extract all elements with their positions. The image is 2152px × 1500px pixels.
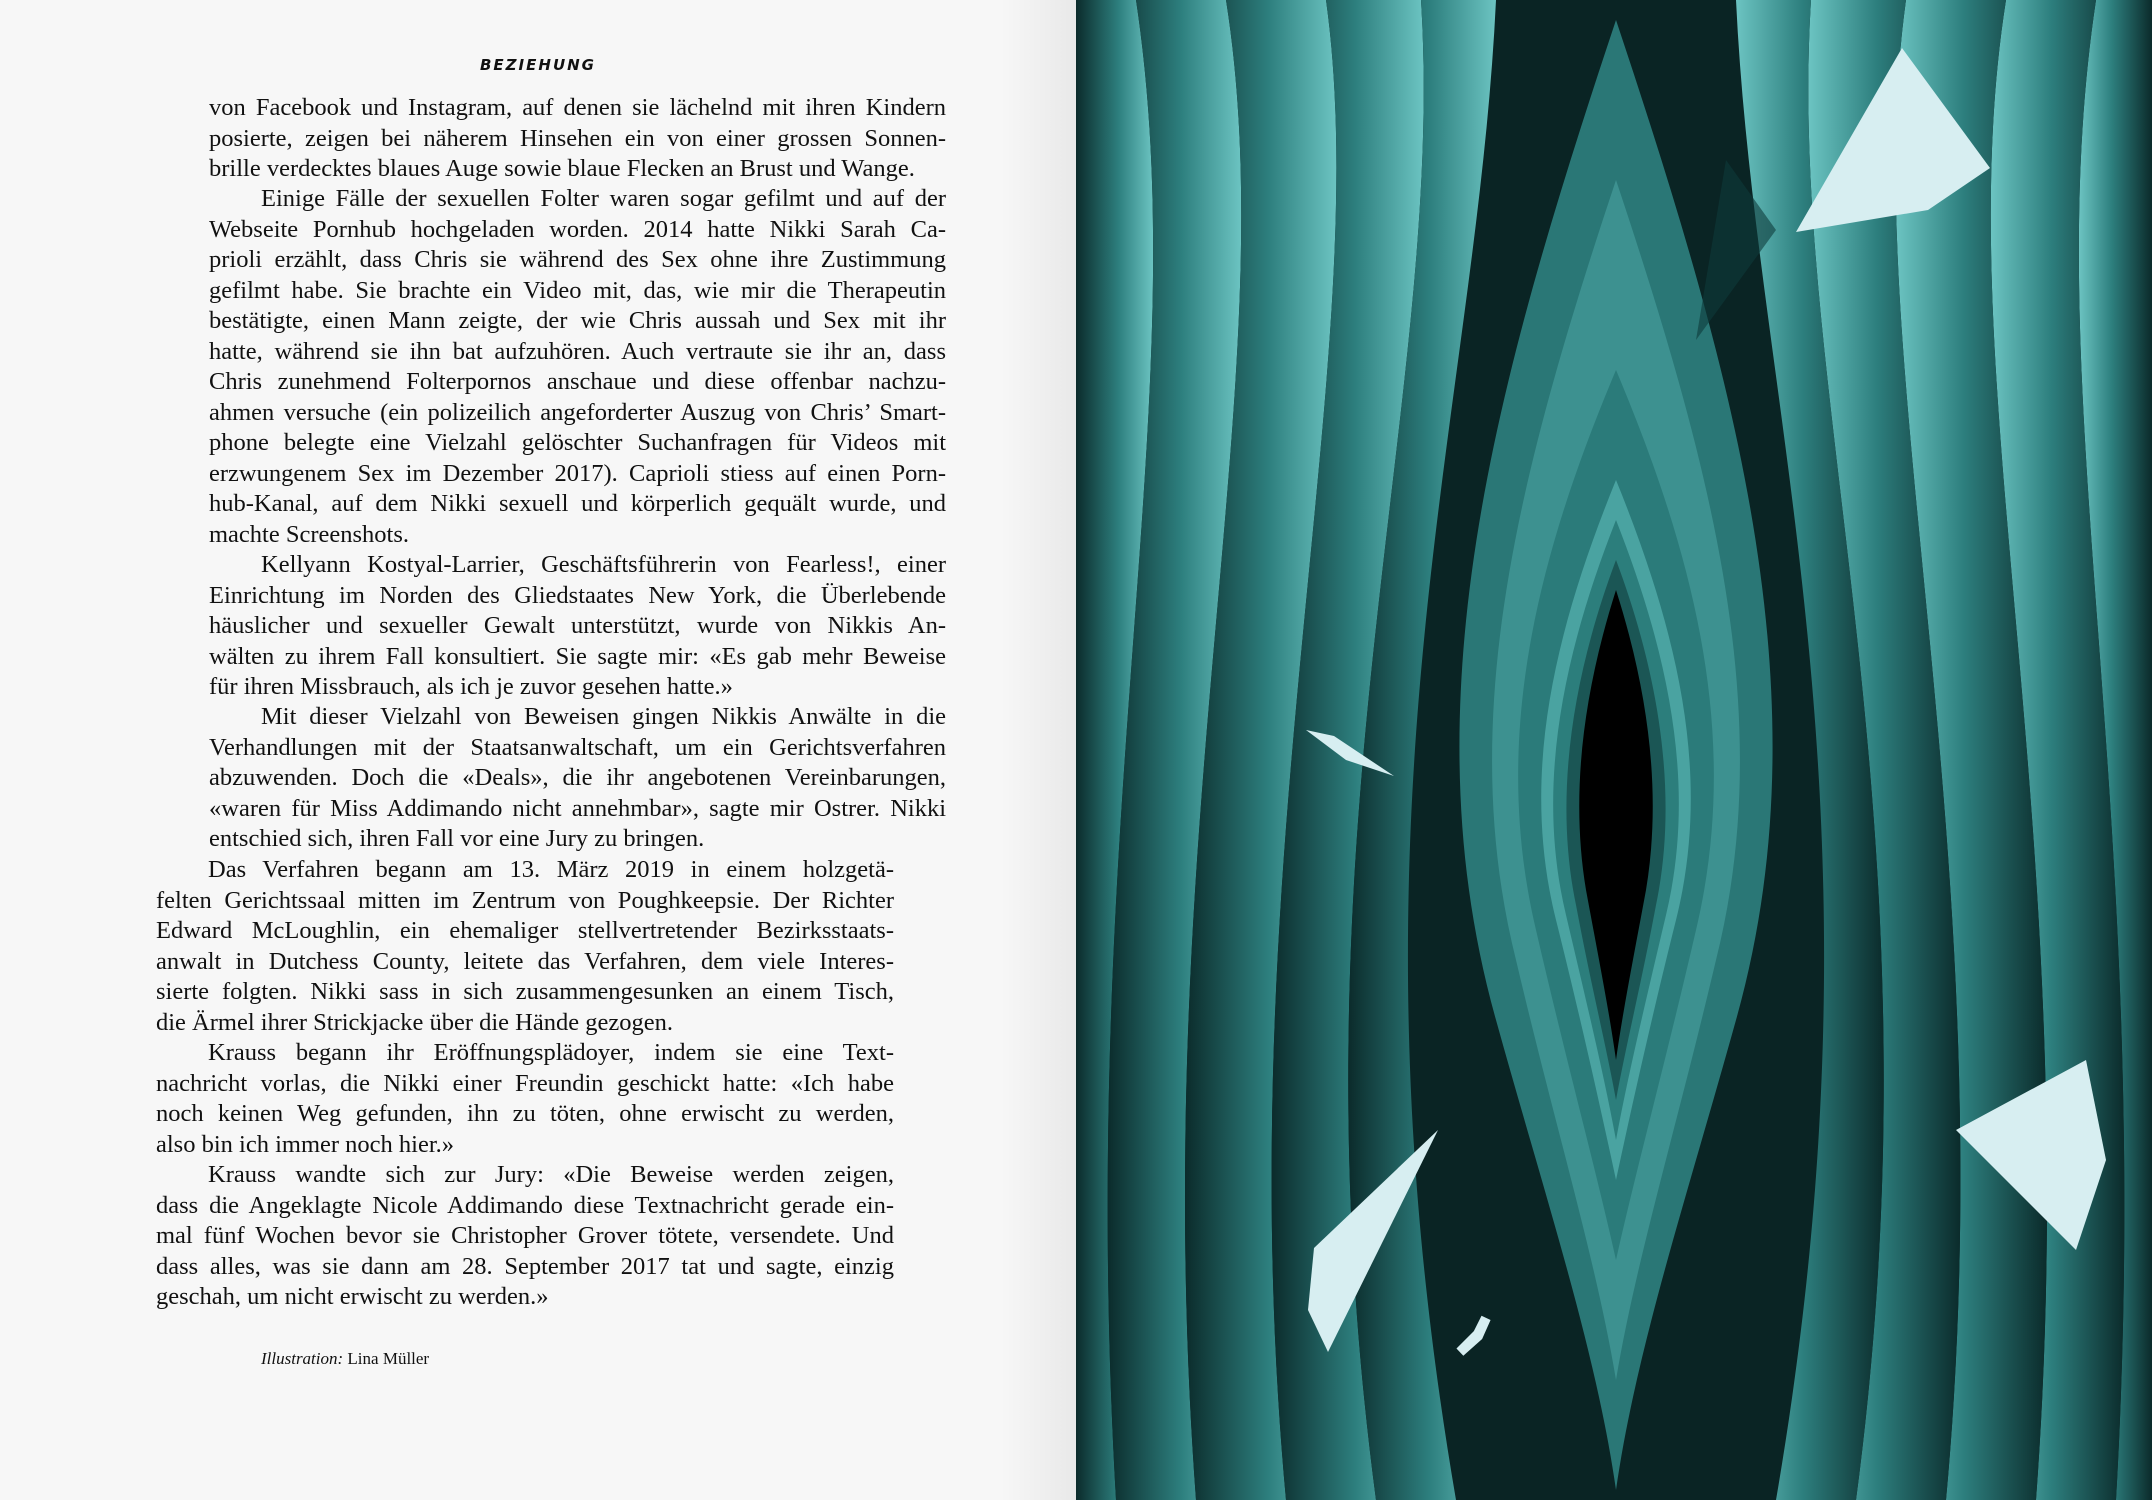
text-line: Mit dieser Vielzahl von Beweisen gingen Nikkis Anwälte in die (261, 703, 946, 730)
text-line: geschah, um nicht erwischt zu werden.» (156, 1283, 549, 1310)
paragraph-1 (209, 93, 946, 185)
text-line: Verhandlungen mit der Staatsanwaltschaft, um ein Gerichtsverfahren (209, 733, 946, 761)
text-line: prioli erzählt, dass Chris sie während des Sex ohne ihre Zustimmung (209, 246, 946, 273)
text-line: bestätigte, einen Mann zeigte, der wie Chris aussah und Sex mit ihr (209, 307, 946, 334)
text-line: posierte, zeigen bei näherem Hinsehen ein von einer grossen Sonnen- (209, 124, 946, 152)
text-line: felten Gerichtssaal mitten im Zentrum von Poughkeepsie. Der Richter (156, 886, 894, 914)
paragraph-7 (156, 1160, 894, 1313)
text-line: für ihren Missbrauch, als ich je zuvor gesehen hatte.» (209, 673, 733, 700)
text-line: «waren für Miss Addimando nicht annehmbar», sagte mir Ostrer. Nikki (209, 794, 946, 822)
text-line: entschied sich, ihren Fall vor eine Jury zu bringen. (209, 825, 705, 852)
illustration-page (1076, 0, 2152, 1500)
text-line: dass die Angeklagte Nicole Addimando diese Textnachricht gerade ein- (156, 1191, 894, 1219)
illustration (1076, 0, 2152, 1500)
text-line: Webseite Pornhub hochgeladen worden. 2014 hatte Nikki Sarah Ca- (209, 215, 946, 243)
text-line: anwalt in Dutchess County, leitete das Verfahren, dem viele Interes- (156, 947, 894, 975)
paragraph-2 (209, 184, 946, 550)
text-line: Krauss wandte sich zur Jury: «Die Beweise werden zeigen, (208, 1161, 894, 1188)
text-line: wälten zu ihrem Fall konsultiert. Sie sagte mir: «Es gab mehr Beweise (209, 642, 946, 670)
text-line: Krauss begann ihr Eröffnungsplädoyer, indem sie eine Text- (208, 1039, 894, 1066)
text-line: mal fünf Wochen bevor sie Christopher Grover tötete, versendete. Und (156, 1222, 894, 1249)
text-line: also bin ich immer noch hier.» (156, 1130, 455, 1158)
paragraph-4 (209, 702, 946, 855)
paragraph-6 (156, 1038, 894, 1160)
running-head: BEZIEHUNG (480, 56, 596, 74)
illustration-credit (261, 1349, 429, 1369)
text-line: phone belegte eine Vielzahl gelöschter Suchanfragen für Videos mit (209, 429, 946, 456)
text-line: machte Screenshots. (209, 520, 410, 548)
text-line: gefilmt habe. Sie brachte ein Video mit, das, wie mir die Therapeutin (209, 276, 946, 304)
text-line: Das Verfahren begann am 13. März 2019 in einem holzgetä- (208, 856, 894, 883)
text-line: von Facebook und Instagram, auf denen sie lächelnd mit ihren Kindern (209, 94, 946, 121)
text-line: die Ärmel ihrer Strickjacke über die Hände gezogen. (156, 1008, 674, 1036)
paragraph-5 (156, 855, 894, 1038)
text-line: sierte folgten. Nikki sass in sich zusammengesunken an einem Tisch, (156, 978, 894, 1005)
text-line: Kellyann Kostyal-Larrier, Geschäftsführerin von Fearless!, einer (261, 551, 946, 578)
text-line: Einige Fälle der sexuellen Folter waren sogar gefilmt und auf der (261, 185, 946, 212)
text-line: ahmen versuche (ein polizeilich angeforderter Auszug von Chris’ Smart- (209, 398, 946, 426)
credit-label: Illustration: (261, 1349, 344, 1368)
text-line: Chris zunehmend Folterpornos anschaue und diese offenbar nachzu- (209, 368, 946, 395)
text-line: Einrichtung im Norden des Gliedstaates New York, die Überlebende (209, 581, 946, 609)
text-line: erzwungenem Sex im Dezember 2017). Caprioli stiess auf einen Porn- (209, 459, 946, 487)
credit-name: Lina Müller (347, 1349, 430, 1368)
text-line: Edward McLoughlin, ein ehemaliger stellvertretender Bezirksstaats- (156, 917, 894, 944)
text-line: noch keinen Weg gefunden, ihn zu töten, ohne erwischt zu werden, (156, 1100, 894, 1127)
text-line: abzuwenden. Doch die «Deals», die ihr angebotenen Vereinbarungen, (209, 764, 946, 791)
text-line: dass alles, was sie dann am 28. September 2017 tat und sagte, einzig (156, 1252, 894, 1280)
text-line: hatte, während sie ihn bat aufzuhören. Auch vertraute sie ihr an, dass (209, 337, 946, 365)
text-line: brille verdecktes blaues Auge sowie blaue Flecken an Brust und Wange. (209, 155, 915, 182)
text-line: hub-Kanal, auf dem Nikki sexuell und körperlich gequält wurde, und (209, 490, 946, 517)
text-line: häuslicher und sexueller Gewalt unterstützt, wurde von Nikkis An- (209, 612, 946, 639)
paragraph-3 (209, 550, 946, 703)
text-line: nachricht vorlas, die Nikki einer Freundin geschickt hatte: «Ich habe (156, 1069, 894, 1097)
gutter-shadow (1000, 0, 1076, 1500)
